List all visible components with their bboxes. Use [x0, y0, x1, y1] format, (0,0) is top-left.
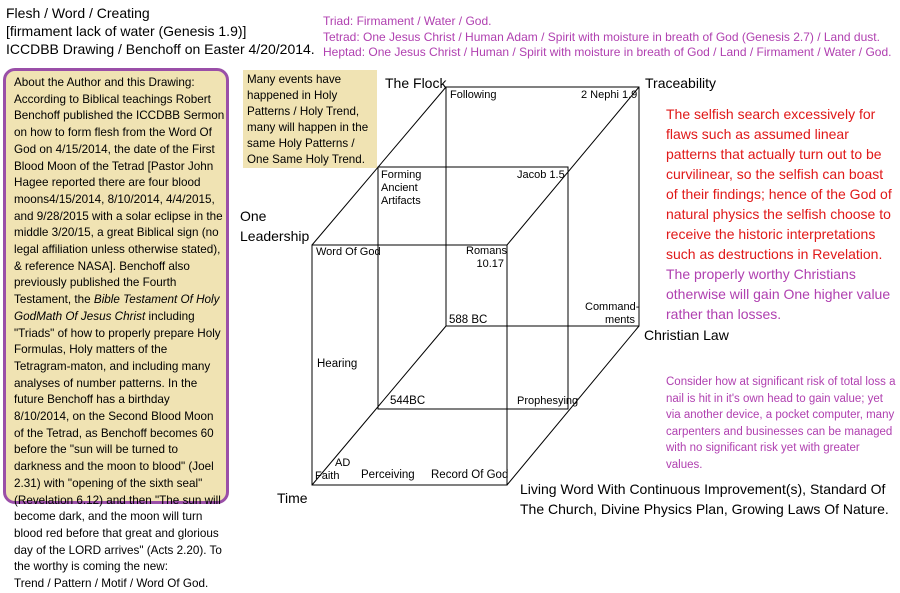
romans-line-2: 10.17 — [476, 258, 504, 270]
header-line-3: ICCDBB Drawing / Benchoff on Easter 4/20/2014. — [6, 41, 315, 57]
label-544-bc: 544BC — [390, 395, 426, 407]
forming-line-1: Forming — [381, 169, 422, 181]
forming-line-2: Ancient — [381, 182, 418, 194]
tetrad-line: Tetrad: One Jesus Christ / Human Adam / Spirit with moisture in breath of God (Genesis 2.7) / Land dust. — [323, 29, 880, 44]
events-note: Many events have happened in Holy Patterns / Holy Trend, many will happen in the same Holy Patterns / One Same Holy Trend. — [243, 70, 377, 168]
label-jacob: Jacob 1.5 — [517, 169, 565, 181]
edge-bl — [312, 326, 446, 485]
edge-tr — [507, 87, 639, 245]
living-word-caption: Living Word With Continuous Improvement(s), Standard Of The Church, Divine Physics Plan, Growing Laws Of Nature. — [520, 481, 889, 517]
label-588-bc: 588 BC — [449, 314, 488, 326]
label-traceability: Traceability — [645, 75, 717, 91]
label-faith: Faith — [315, 470, 340, 482]
selfish-red-text: The selfish search excessively for flaws such as assumed linear patterns that actually turn out to be curvilinear, so the selfish can boast of their findings; hence of the God of natural physics the selfish choose to receive the historic interpretations such as destructions in Revelation. — [666, 106, 892, 262]
forming-line-3: Artifacts — [381, 195, 421, 207]
label-commandments — [585, 301, 640, 327]
selfish-purple-text: The properly worthy Christians otherwise will gain One higher value rather than losses. — [666, 266, 891, 322]
about-italic-title: Bible Testament Of Holy GodMath Of Jesus Christ — [14, 293, 220, 323]
label-word-of-god: Word Of God — [316, 246, 381, 258]
label-one: One — [240, 208, 267, 224]
about-text-1: About the Author and this Drawing: According to Biblical teachings Robert Benchoff published the ICCDBB Sermon on how to form flesh from the Word Of God on 4/15/2014, the date of the First Blood Moon of the Tetrad [Pastor John Hagee reported there are four blood moons4/15/2014, 8/10/2014, 4/4/2015, and 9/28/2015 with a solar eclipse in the middle 3/20/15, a great Biblical sign (no legal affiliation unless otherwise stated), & reference NASA]. Benchoff also previously published the Fourth Testament, the — [14, 76, 225, 307]
selfish-note — [666, 104, 896, 324]
commandments-line-1: Command- — [585, 301, 640, 313]
label-prophesying: Prophesying — [517, 395, 579, 407]
commandments-line-2: ments — [605, 314, 635, 326]
label-leadership: Leadership — [240, 228, 310, 244]
label-hearing: Hearing — [317, 358, 358, 370]
romans-line-1: Romans — [466, 245, 507, 257]
label-perceiving: Perceiving — [361, 469, 415, 481]
label-christian-law: Christian Law — [644, 327, 729, 343]
outer-back-face — [446, 87, 639, 326]
label-romans — [466, 245, 507, 271]
label-following: Following — [450, 89, 497, 101]
about-text-2: including "Triads" of how to properly prepare Holy Formulas, Holy matters of the Tetragram-maton, and including many analyses of number patterns. In the future Benchoff has a birthday 8/10/2014, on the Second Blood Moon of the Tetrad, as Benchoff becomes 60 before the "sun will be turned to darkness and the moon to blood" (Joel 2.31) with "opening of the sixth seal" (Revelation 6.12) and then "The sun will become dark, and the moon will turn blood red before that great and glorious day of the LORD arrives" (Acts 2.20). To the worthy is coming the new: — [14, 309, 222, 574]
label-the-flock: The Flock — [385, 75, 447, 91]
label-ad: AD — [335, 457, 351, 469]
heptad-line: Heptad: One Jesus Christ / Human / Spirit with moisture in breath of God / Land / Firmament / Water / God. — [323, 45, 892, 59]
label-record-of-god: Record Of God — [431, 469, 509, 481]
label-2-nephi: 2 Nephi 1.9 — [581, 89, 638, 101]
header-line-2: [firmament lack of water (Genesis 1.9)] — [6, 23, 247, 39]
header-line-1: Flesh / Word / Creating — [6, 5, 150, 21]
edge-tl — [312, 87, 446, 245]
label-forming-ancient-artifacts — [381, 169, 421, 208]
consider-note: Consider how at significant risk of total loss a nail is hit in it's own head to gain value; yet via another device, a pocket computer, many carpenters and businesses can be managed with no significant risk yet with greater values. — [666, 376, 896, 471]
label-time: Time — [277, 490, 308, 506]
triad-line: Triad: Firmament / Water / God. — [323, 14, 492, 28]
about-last-line: Trend / Pattern / Motif / Word Of God. — [14, 577, 209, 591]
